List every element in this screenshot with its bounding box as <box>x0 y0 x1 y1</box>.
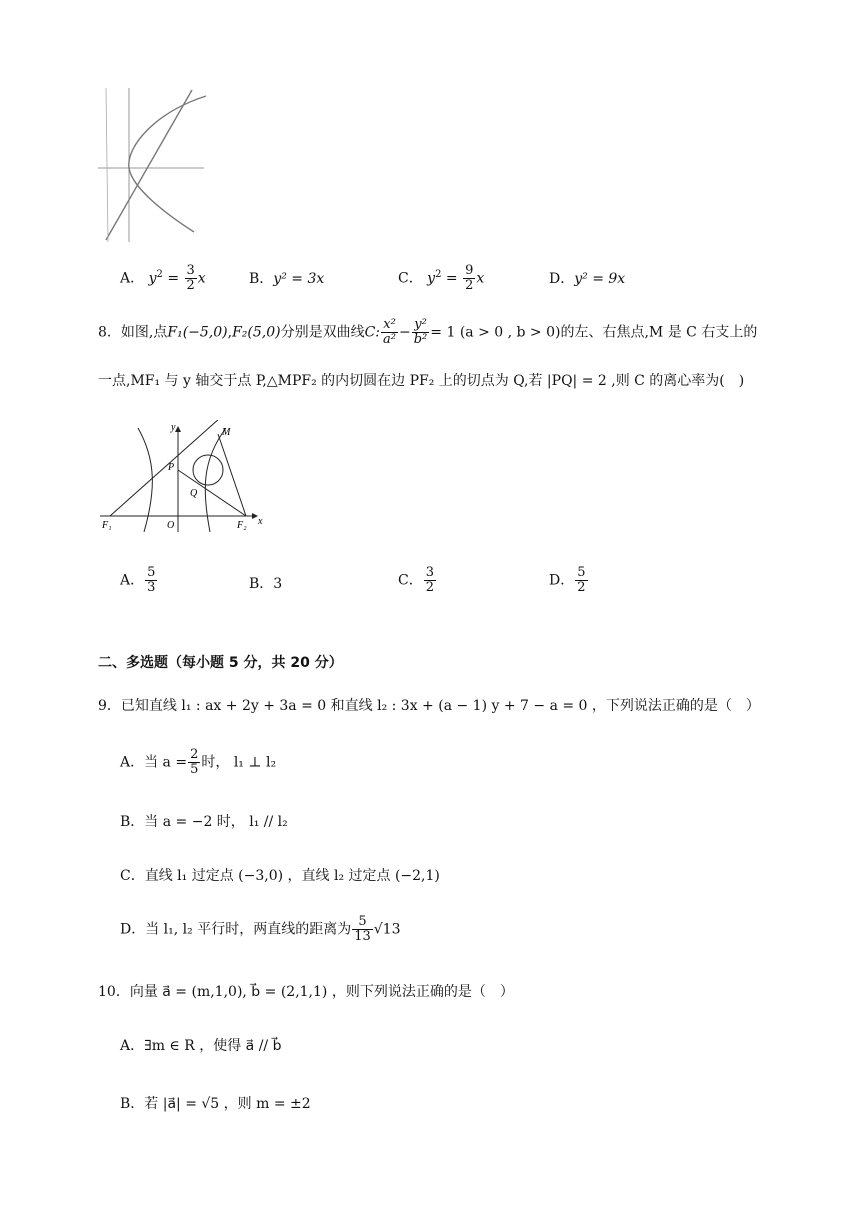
q8-option-d[interactable] <box>549 566 589 595</box>
fraction-numerator: x² <box>381 318 398 333</box>
equation-rhs: = 1 (a > 0 , b > 0) <box>430 324 561 341</box>
equals-sign: = <box>441 270 463 287</box>
fraction <box>145 566 157 595</box>
fraction <box>424 566 436 595</box>
point-f1: F₁(−5,0) <box>167 324 228 341</box>
q8-option-c[interactable] <box>398 566 437 595</box>
option-text: A．当 a = <box>120 754 188 771</box>
question-number: 8． <box>98 324 121 341</box>
stem-text: 的左、右焦点,M 是 C 右支上的 <box>560 324 758 341</box>
q8-option-a[interactable] <box>120 566 158 595</box>
fraction-denominator: 2 <box>577 580 586 595</box>
label-q: Q <box>190 488 198 499</box>
point-f2: F₂(5,0) <box>232 324 281 341</box>
option-expression: y² = 3x <box>273 271 325 287</box>
math-x: x <box>476 270 485 287</box>
fraction-numerator: 3 <box>186 263 195 278</box>
option-label: D． <box>549 271 575 287</box>
q9-stem <box>98 696 760 716</box>
exponent: 2 <box>156 268 163 280</box>
fraction-denominator: 2 <box>425 580 434 595</box>
separator: , <box>227 324 233 341</box>
stem-text: 如图,点 <box>120 324 168 341</box>
label-m: M <box>222 427 231 438</box>
fraction <box>463 264 475 293</box>
q7-parabola-figure <box>96 84 214 246</box>
q9-option-b[interactable]: B．当 a = −2 时， l₁ // l₂ <box>120 814 288 830</box>
fraction-denominator: 3 <box>147 580 156 595</box>
fraction <box>352 915 373 944</box>
stem-text: 已知直线 l₁ : ax + 2y + 3a = 0 和直线 l₂ : 3x + (a − 1) y + 7 − a = 0 ，下列说法正确的是（ ） <box>120 698 760 714</box>
fraction-numerator: y² <box>412 318 430 333</box>
fraction-denominator: 13 <box>354 929 371 944</box>
q10-stem <box>98 982 514 1002</box>
fraction-x <box>381 318 398 347</box>
label-p: P <box>168 462 175 473</box>
fraction <box>185 264 197 293</box>
fraction-denominator: 5 <box>190 762 199 777</box>
q7-option-d[interactable] <box>549 269 625 289</box>
fraction <box>188 748 200 777</box>
stem-text: 分别是双曲线 <box>280 324 365 341</box>
fraction <box>575 566 587 595</box>
fraction-numerator: 5 <box>352 915 373 930</box>
fraction-denominator: 2 <box>465 278 474 293</box>
option-text: √13 <box>373 921 401 938</box>
option-text: 时， l₁ ⊥ l₂ <box>201 754 277 771</box>
option-label: B． <box>249 576 274 592</box>
q10-option-b[interactable]: B．若 |a⃗| = √5 ，则 m = ±2 <box>120 1096 311 1112</box>
fraction-numerator: 2 <box>190 747 199 762</box>
option-label: D． <box>549 572 575 589</box>
label-f1: F₁ <box>102 520 112 531</box>
curve-name: C: <box>364 324 381 341</box>
q8-option-b[interactable] <box>249 574 282 594</box>
fraction-y <box>412 318 430 347</box>
option-label: B． <box>249 271 274 287</box>
equals-sign: = <box>162 270 184 287</box>
minus-sign: − <box>399 324 411 341</box>
q7-option-b[interactable] <box>249 269 324 289</box>
label-x: x <box>258 516 263 527</box>
q7-option-a[interactable] <box>120 264 206 293</box>
option-label: C． <box>398 270 423 287</box>
q7-option-c[interactable] <box>398 264 484 293</box>
stem-text: 向量 a⃗ = (m,1,0), b⃗ = (2,1,1) ，则下列说法正确的是（ ） <box>129 984 514 1000</box>
fraction-denominator: 2 <box>186 278 195 293</box>
label-y: y <box>171 422 176 433</box>
option-expression: y² = 9x <box>574 271 626 287</box>
question-number: 10． <box>98 984 130 1000</box>
question-number: 9． <box>98 698 121 714</box>
option-label: A． <box>120 572 145 589</box>
option-label: A． <box>120 270 145 287</box>
fraction-numerator: 5 <box>577 565 586 580</box>
q8-hyperbola-figure <box>98 420 270 534</box>
math-y: y <box>148 270 157 287</box>
option-text: D．当 l₁, l₂ 平行时，两直线的距离为 <box>120 921 352 938</box>
fraction-numerator: 5 <box>147 565 156 580</box>
fraction-denominator: a² <box>383 332 396 347</box>
q9-option-a[interactable] <box>120 748 276 777</box>
q9-option-d[interactable] <box>120 915 401 944</box>
q10-option-a[interactable]: A．∃m ∈ R ，使得 a⃗ // b⃗ <box>120 1038 282 1054</box>
math-x: x <box>197 270 206 287</box>
fraction-numerator: 9 <box>465 263 474 278</box>
math-y: y <box>427 270 436 287</box>
label-f2: F₂ <box>237 520 247 531</box>
option-label: C． <box>398 572 423 589</box>
q8-stem-line2: 一点,MF₁ 与 y 轴交于点 P,△MPF₂ 的内切圆在边 PF₂ 上的切点为 Q,若 |PQ| = 2 ,则 C 的离心率为( ) <box>98 373 745 389</box>
fraction-denominator: b² <box>413 332 428 347</box>
label-o: O <box>167 520 175 531</box>
fraction-numerator: 3 <box>425 565 434 580</box>
exponent: 2 <box>435 268 442 280</box>
section-title: 二、多选题（每小题 5 分，共 20 分） <box>98 655 343 671</box>
q9-option-c[interactable]: C．直线 l₁ 过定点 (−3,0) ，直线 l₂ 过定点 (−2,1) <box>120 868 440 884</box>
option-value: 3 <box>273 576 283 592</box>
q8-stem-line1 <box>98 318 757 347</box>
